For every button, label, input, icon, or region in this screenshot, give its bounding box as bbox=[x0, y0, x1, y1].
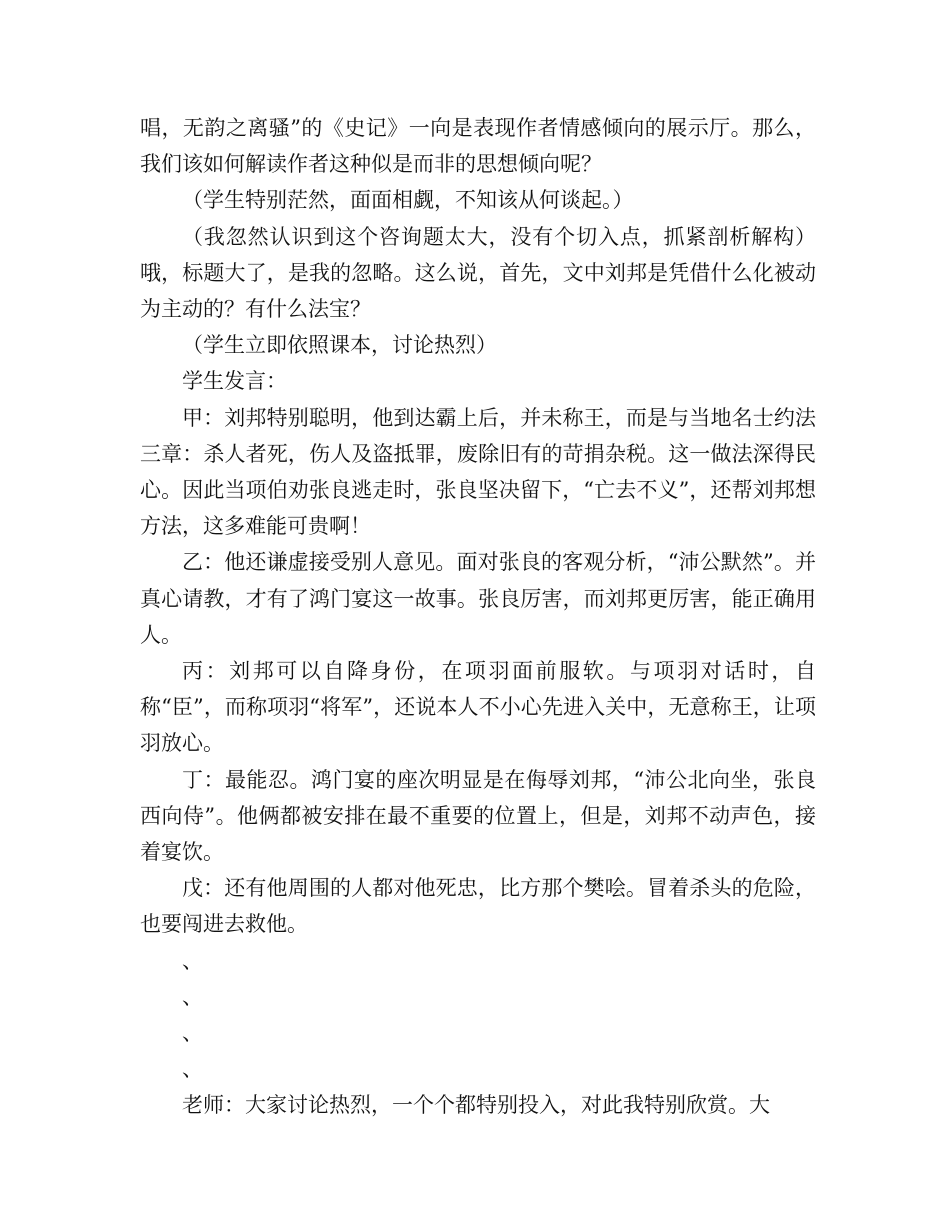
paragraph-teacher-closing: 老师：大家讨论热烈，一个个都特别投入，对此我特别欣赏。大 bbox=[182, 1093, 770, 1118]
enumeration-mark: 、 bbox=[182, 948, 203, 973]
paragraph-student-ding: 丁：最能忍。鸿门宴的座次明显是在侮辱刘邦，“沛公北向坐，张良西向侍”。他俩都被安排在最不重要的位置上，但是，刘邦不动声色，接着宴饮。 bbox=[140, 767, 816, 865]
enumeration-mark: 、 bbox=[182, 1057, 203, 1082]
enumeration-mark: 、 bbox=[182, 1021, 203, 1046]
paragraph-student-yi: 乙：他还谦虚接受别人意见。面对张良的客观分析，“沛公默然”。并真心请教，才有了鸿门宴这一故事。张良厉害，而刘邦更厉害，能正确用人。 bbox=[140, 550, 816, 647]
paragraph-students-discuss: （学生立即依照课本，讨论热烈） bbox=[182, 333, 497, 358]
document-page bbox=[140, 110, 816, 1124]
paragraph-students-confused: （学生特别茫然，面面相觑，不知该从何谈起。） bbox=[182, 188, 634, 213]
paragraph-intro: 唱，无韵之离骚”的《史记》一向是表现作者情感倾向的展示厅。那么，我们该如何解读作者这种似是而非的思想倾向呢？ bbox=[140, 116, 816, 177]
enumeration-mark: 、 bbox=[182, 984, 203, 1009]
paragraph-student-wu: 戊：还有他周围的人都对他死忠，比方那个樊哙。冒着杀头的危险，也要闯进去救他。 bbox=[140, 876, 816, 937]
paragraph-student-jia: 甲：刘邦特别聪明，他到达霸上后，并未称王，而是与当地名士约法三章：杀人者死，伤人及盗抵罪，废除旧有的苛捐杂税。这一做法深得民心。因此当项伯劝张良逃走时，张良坚决留下，“亡去不义”，还帮刘邦想方法，这多难能可贵啊！ bbox=[140, 405, 816, 539]
paragraph-student-speech-heading: 学生发言： bbox=[182, 369, 287, 394]
paragraph-teacher-reframe: （我忽然认识到这个咨询题太大，没有个切入点，抓紧剖析解构）哦，标题大了，是我的忽略。这么说，首先，文中刘邦是凭借什么化被动为主动的？有什么法宝？ bbox=[140, 224, 816, 322]
paragraph-student-bing: 丙：刘邦可以自降身份，在项羽面前服软。与项羽对话时，自称“臣”，而称项羽“将军”，还说本人不小心先进入关中，无意称王，让项羽放心。 bbox=[140, 659, 816, 756]
